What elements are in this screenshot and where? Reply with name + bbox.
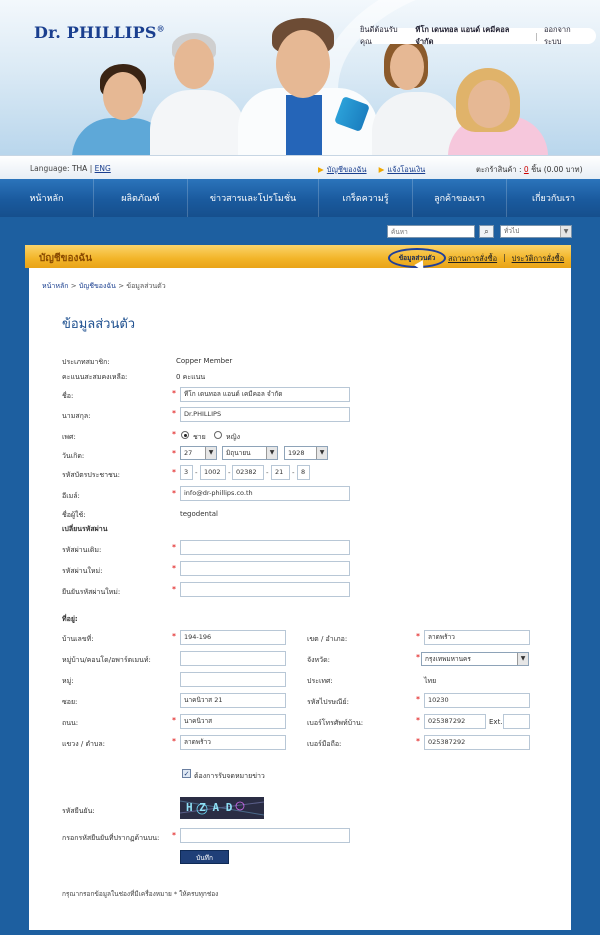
lang-eng[interactable]: ENG <box>94 164 111 173</box>
username-value: tegodental <box>180 510 218 518</box>
country-label: ประเทศ: <box>307 677 333 685</box>
chevron-down-icon: ▼ <box>205 447 216 459</box>
brand-logo[interactable]: Dr. PHILLIPS® <box>34 23 165 42</box>
points-label: คะแนนสะสมคงเหลือ: <box>62 373 128 381</box>
email-label: อีเมล์: <box>62 492 80 500</box>
gender-male-radio[interactable] <box>181 431 189 439</box>
required-mark: * <box>172 430 176 439</box>
captcha-input-label: กรอกรหัสยืนยันที่ปรากฏด้านบน: <box>62 834 160 842</box>
breadcrumb-current: ข้อมูลส่วนตัว <box>126 282 166 290</box>
postcode-field[interactable]: 10230 <box>424 693 530 708</box>
language-bar <box>0 155 600 179</box>
breadcrumb-account[interactable]: บัญชีของฉัน <box>78 282 116 290</box>
doctor-figure <box>150 90 245 155</box>
email-field[interactable]: info@dr-phillips.co.th <box>180 486 350 501</box>
breadcrumb: หน้าหลัก > บัญชีของฉัน > ข้อมูลส่วนตัว <box>42 282 166 290</box>
surname-label: นามสกุล: <box>62 412 91 420</box>
captcha-label: รหัสยืนยัน: <box>62 807 95 815</box>
required-note: กรุณากรอกข้อมูลในช่องที่มีเครื่องหมาย * ให้ครบทุกช่อง <box>62 890 219 898</box>
district-label: เขต / อำเภอ: <box>307 635 348 643</box>
required-mark: * <box>416 695 420 704</box>
phone-label: เบอร์โทรศัพท์บ้าน: <box>307 719 364 727</box>
required-mark: * <box>172 632 176 641</box>
member-type-value: Copper Member <box>176 357 233 365</box>
ext-field[interactable] <box>503 714 530 729</box>
road-label: ถนน: <box>62 719 79 727</box>
breadcrumb-home[interactable]: หน้าหลัก <box>42 282 69 290</box>
lang-tha[interactable]: THA <box>71 164 88 173</box>
required-mark: * <box>172 585 176 594</box>
page-title: ข้อมูลส่วนตัว <box>62 317 136 332</box>
user-bar: ยินดีต้อนรับคุณ ทีโก เดนทอล แอนด์ เคมีคอล จำกัด | ออกจากระบบ <box>360 28 596 44</box>
my-account-link[interactable]: ▶ บัญชีของฉัน <box>318 165 367 174</box>
main-nav <box>0 179 600 217</box>
nav-about[interactable]: เกี่ยวกับเรา <box>532 194 575 204</box>
nav-customers[interactable]: ลูกค้าของเรา <box>413 179 507 217</box>
account-tabs: สถานการสั่งซื้อ | ประวัติการสั่งซื้อ <box>448 253 565 263</box>
confirm-password-field[interactable] <box>180 582 350 597</box>
postcode-label: รหัสไปรษณีย์: <box>307 698 349 706</box>
greeting-text: ยินดีต้อนรับคุณ <box>360 25 398 46</box>
soi-label: ซอย: <box>62 698 78 706</box>
language-switcher: Language: THA | ENG <box>30 164 111 173</box>
tab-order-status[interactable]: สถานการสั่งซื้อ <box>448 254 498 263</box>
tab-profile[interactable]: ข้อมูลส่วนตัว <box>388 248 446 268</box>
required-mark: * <box>172 831 176 840</box>
name-label: ชื่อ: <box>62 392 74 400</box>
chevron-down-icon: ▼ <box>266 447 277 459</box>
phone-field[interactable]: 025387292 <box>424 714 486 729</box>
chevron-down-icon: ▼ <box>316 447 327 459</box>
province-select[interactable]: กรุงเทพมหานคร ▼ <box>421 652 529 666</box>
road-field[interactable]: นาคนิวาส <box>180 714 286 729</box>
username-label: ชื่อผู้ใช้: <box>62 511 86 519</box>
search-input[interactable] <box>387 225 475 238</box>
required-mark: * <box>172 489 176 498</box>
birth-day-select[interactable]: 27 ▼ <box>180 446 217 460</box>
house-no-label: บ้านเลขที่: <box>62 635 94 643</box>
chevron-down-icon: ▼ <box>560 226 571 237</box>
birth-year-select[interactable]: 1928 ▼ <box>284 446 328 460</box>
id-part-3[interactable]: 02382 <box>232 465 264 480</box>
logout-link[interactable]: ออกจากระบบ <box>543 25 571 46</box>
district-field[interactable]: ลาดพร้าว <box>424 630 530 645</box>
province-label: จังหวัด: <box>307 656 330 664</box>
arrow-right-icon: ▶ <box>378 165 385 174</box>
moo-field[interactable] <box>180 672 286 687</box>
nav-products[interactable]: ผลิตภัณฑ์ <box>94 179 188 217</box>
captcha-image <box>180 797 264 819</box>
header-banner <box>0 0 600 155</box>
captcha-input[interactable] <box>180 828 350 843</box>
cart-count[interactable]: 0 <box>523 165 529 174</box>
user-name: ทีโก เดนทอล แอนด์ เคมีคอล จำกัด <box>415 25 510 46</box>
ext-label: Ext. <box>489 718 503 726</box>
id-part-2[interactable]: 1002 <box>200 465 226 480</box>
confirm-password-label: ยืนยันรหัสผ่านใหม่: <box>62 588 121 596</box>
id-part-5[interactable]: 8 <box>297 465 310 480</box>
subdistrict-label: แขวง / ตำบล: <box>62 740 106 748</box>
village-field[interactable] <box>180 651 286 666</box>
gender-female-radio[interactable] <box>214 431 222 439</box>
new-password-label: รหัสผ่านใหม่: <box>62 567 103 575</box>
member-type-label: ประเภทสมาชิก: <box>62 358 110 366</box>
gender-male-label: ชาย <box>193 433 206 441</box>
soi-field[interactable]: นาคนิวาส 21 <box>180 693 286 708</box>
check-icon: ✓ <box>183 770 190 778</box>
mobile-label: เบอร์มือถือ: <box>307 740 342 748</box>
account-links <box>318 164 425 176</box>
cart-summary[interactable]: ตะกร้าสินค้า : 0 ชิ้น (0.00 บาท) <box>476 165 583 174</box>
save-button[interactable]: บันทึก <box>180 850 229 864</box>
required-mark: * <box>172 737 176 746</box>
birth-month-select[interactable]: มิถุนายน ▼ <box>222 446 278 460</box>
arrow-right-icon: ▶ <box>318 165 324 174</box>
captcha-text: H Z A D <box>186 801 233 814</box>
nav-news[interactable]: ข่าวสารและโปรโมชั่น <box>188 179 319 217</box>
name-field[interactable]: ทีโก เดนทอล แอนด์ เคมีคอล จำกัด <box>180 387 350 402</box>
gender-female-label: หญิง <box>226 433 240 441</box>
house-no-field[interactable]: 194-196 <box>180 630 286 645</box>
subdistrict-field[interactable]: ลาดพร้าว <box>180 735 286 750</box>
id-part-4[interactable]: 21 <box>271 465 290 480</box>
newsletter-label: ต้องการรับจดหมายข่าว <box>194 772 265 780</box>
nav-knowledge[interactable]: เกร็ดความรู้ <box>319 179 413 217</box>
surname-field[interactable]: Dr.PHILLIPS <box>180 407 350 422</box>
nav-home[interactable]: หน้าหลัก <box>0 179 94 217</box>
tab-order-history[interactable]: ประวัติการสั่งซื้อ <box>511 254 565 263</box>
required-mark: * <box>172 564 176 573</box>
address-heading: ที่อยู่: <box>62 615 78 623</box>
chevron-down-icon: ▼ <box>517 653 528 665</box>
transfer-link[interactable]: ▶ แจ้งโอนเงิน <box>378 165 426 174</box>
required-mark: * <box>172 409 176 418</box>
birthdate-label: วันเกิด: <box>62 452 85 460</box>
search-icon: ⌕ <box>484 227 489 236</box>
required-mark: * <box>172 543 176 552</box>
id-card-label: รหัสบัตรประชาชน: <box>62 471 120 479</box>
required-mark: * <box>416 737 420 746</box>
id-part-1[interactable]: 3 <box>180 465 193 480</box>
points-value: 0 คะแนน <box>176 373 206 381</box>
account-title: บัญชีของฉัน <box>39 253 93 264</box>
required-mark: * <box>172 716 176 725</box>
gender-label: เพศ: <box>62 433 76 441</box>
required-mark: * <box>416 632 420 641</box>
newsletter-checkbox[interactable] <box>182 769 191 778</box>
required-mark: * <box>172 449 176 458</box>
old-password-label: รหัสผ่านเดิม: <box>62 546 102 554</box>
required-mark: * <box>416 653 420 662</box>
new-password-field[interactable] <box>180 561 350 576</box>
required-mark: * <box>416 716 420 725</box>
required-mark: * <box>172 389 176 398</box>
village-label: หมู่บ้าน/คอนโด/อพาร์ตเมนท์: <box>62 656 151 664</box>
country-value: ไทย <box>424 677 437 685</box>
required-mark: * <box>172 468 176 477</box>
moo-label: หมู่: <box>62 677 74 685</box>
search-scope-select[interactable]: ทั่วไป ▼ <box>500 225 572 238</box>
mobile-field[interactable]: 025387292 <box>424 735 530 750</box>
old-password-field[interactable] <box>180 540 350 555</box>
search-button[interactable] <box>479 225 494 238</box>
change-password-heading: เปลี่ยนรหัสผ่าน <box>62 525 108 533</box>
